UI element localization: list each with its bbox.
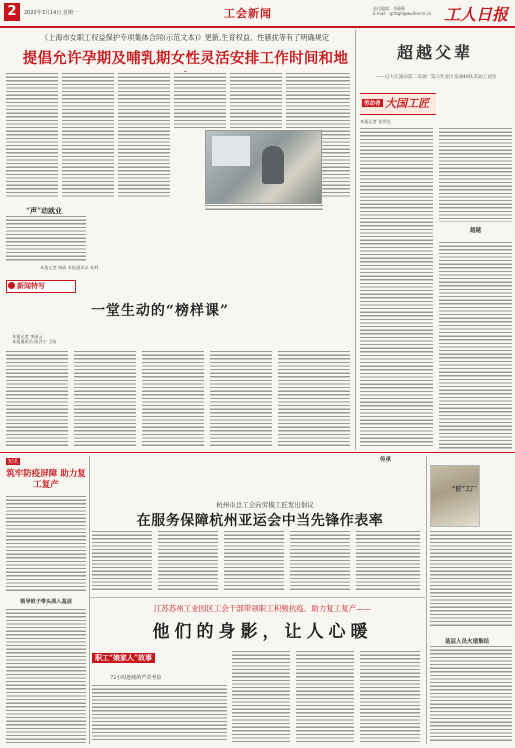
reporter-line: 本报通讯员 陈乔宁 王晗 (12, 339, 57, 344)
text-column (278, 350, 350, 446)
column-divider (355, 30, 356, 450)
text-column (230, 72, 282, 128)
editor-line: 责任编辑：刘静静 (373, 6, 405, 11)
news-tag-icon (8, 282, 15, 289)
story4-subheading: 72小时连续的严苛考验 (110, 675, 162, 681)
text-column (158, 530, 218, 592)
story2-reporters (12, 334, 57, 344)
feature-section-heading: 超越 (470, 228, 482, 234)
reporter-line: 本报记者 李丽云 (12, 334, 43, 339)
sidebar-story-heading: “声”动就业 (26, 206, 63, 215)
brief-headline: 筑牢防疫屏障 助力复工复产 (6, 469, 86, 490)
section-name: 工会新闻 (224, 7, 272, 20)
sidebar-illustration (430, 465, 480, 527)
story3-body-text (92, 530, 422, 592)
brief-body-text-2 (6, 608, 86, 743)
text-column (356, 530, 420, 592)
text-column (210, 350, 272, 446)
text-column (118, 72, 170, 198)
story2-body-text (6, 350, 351, 446)
text-column (439, 241, 512, 449)
text-column (142, 350, 204, 446)
text-column (92, 530, 152, 592)
text-column (74, 350, 136, 446)
lead-headline: 提倡允许孕期及哺乳期女性灵活安排工作时间和地 (22, 50, 349, 67)
story4-tag: 职工“娘家人”故事 (92, 653, 155, 663)
feature-subtitle: ——记大庆油田第二采油厂第六作业区采油48队采油工刘杰 (375, 75, 497, 80)
text-column (174, 72, 226, 128)
news-tag-label: 新闻特写 (17, 282, 45, 290)
text-column (6, 350, 68, 446)
brief-tag: 短讯 (8, 459, 19, 465)
text-column (62, 72, 114, 198)
text-column (296, 650, 354, 743)
story4-body-text-2 (232, 650, 422, 743)
photo-person-figure (262, 146, 284, 184)
brief-body-text (6, 495, 86, 592)
story4-kicker: 江苏苏州工业园区工会干部带领职工积极抗疫、助力复工复产—— (153, 604, 372, 613)
sidebar-subheading: 基层人员火速集结 (445, 639, 490, 645)
text-column (6, 72, 58, 198)
feature-headline: 超越父辈 (396, 43, 473, 62)
sidebar-body-text (430, 530, 512, 628)
story4-headline: 他们的身影，让人心暖 (152, 622, 373, 642)
page-number: 2 (4, 3, 20, 21)
text-column (224, 530, 284, 592)
date-line: 2022年3月14日 星期一 (24, 10, 78, 16)
sidebar-story-author: 本报记者 杨霖 本报通讯员 朱林 (40, 265, 99, 270)
story4-body-text (92, 684, 227, 742)
story2-headline: 一堂生动的“榜样课” (90, 303, 230, 319)
photo-caption (205, 204, 323, 211)
sidebar-headline: “匠”工厂 (452, 486, 477, 493)
story3-headline: 在服务保障杭州亚运会中当先锋作表率 (136, 513, 384, 529)
brief-headline-2: 领导班子带头深入基层 (20, 599, 72, 605)
sidebar-story-text (6, 215, 86, 263)
feature-badge-text: 大国工匠 (385, 97, 429, 110)
feature-badge-label: 劳动者 (364, 101, 381, 107)
editor-box (373, 6, 431, 16)
text-column (232, 650, 290, 743)
text-column (290, 530, 350, 592)
story3-kicker: 杭州市总工会向劳模工匠发出倡议 (216, 501, 314, 509)
feature-section-heading: 传承 (380, 457, 392, 463)
text-column (360, 650, 420, 743)
story-divider (90, 597, 425, 598)
column-divider (426, 456, 427, 744)
photo-window-detail (212, 136, 250, 166)
feature-reporter: 本报记者 张世光 (360, 119, 391, 124)
section-divider (0, 452, 515, 453)
sidebar-body-text-2 (430, 645, 512, 743)
newspaper-logo: 工人日报 (444, 5, 509, 24)
text-column (439, 127, 512, 222)
lead-kicker: 《上海市女职工权益保护专项集体合同(示范文本)》更新,生育权益、性骚扰等有了明确规定 (40, 33, 330, 42)
editor-email: E-mail：grrbgh@workercn.cn (373, 11, 432, 16)
feature-body-text-2 (360, 233, 512, 449)
